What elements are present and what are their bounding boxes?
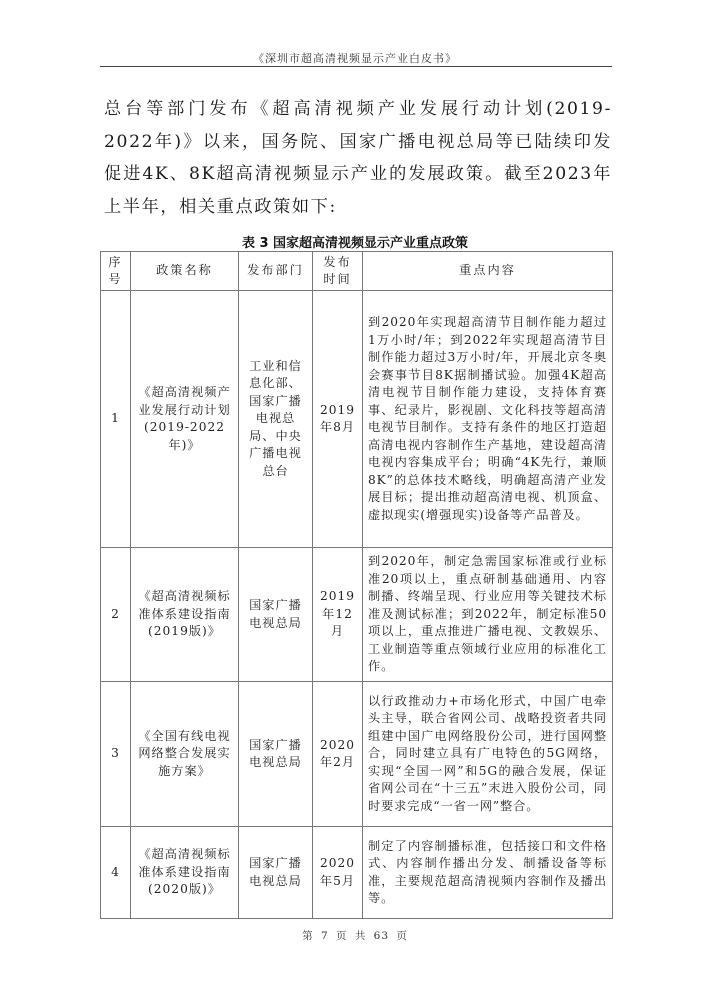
table-row — [101, 682, 613, 827]
table-row — [101, 548, 613, 682]
policy-table — [100, 251, 613, 919]
header-department: 发布部门 — [239, 252, 313, 291]
cell-key-content: 以行政推动力+市场化形式，中国广电牵头主导，联合省网公司、战略投资者共同组建中国广电网络股份公司，进行国网整合，同时建立具有广电特色的5G网络，实现“全国一网”和5G的融合发展，保证省网公司在“十三五”末进入股份公司，同时要求完成“一省一网”整合。 — [363, 682, 613, 827]
table-header-row — [101, 252, 613, 291]
cell-release-time: 2020年5月 — [313, 827, 363, 919]
cell-department: 国家广播电视总局 — [239, 682, 313, 827]
cell-policy-name: 《全国有线电视网络整合发展实施方案》 — [131, 682, 239, 827]
cell-department: 国家广播电视总局 — [239, 548, 313, 682]
cell-release-time: 2019年8月 — [313, 291, 363, 548]
body-paragraph: 总台等部门发布《超高清视频产业发展行动计划(2019-2022年)》以来，国务院、国家广播电视总局等已陆续印发促进4K、8K超高清视频显示产业的发展政策。截至2023年上半年，相关重点政策如下: — [104, 99, 612, 217]
header-release-time: 发布时间 — [313, 252, 363, 291]
table-row — [101, 827, 613, 919]
cell-seq: 1 — [101, 291, 131, 548]
cell-policy-name: 《超高清视频标准体系建设指南(2020版)》 — [131, 827, 239, 919]
cell-department: 国家广播电视总局 — [239, 827, 313, 919]
document-header-title: 《深圳市超高清视频显示产业白皮书》 — [253, 52, 457, 65]
cell-policy-name: 《超高清视频标准体系建设指南(2019版)》 — [131, 548, 239, 682]
cell-key-content: 到2020年实现超高清节目制作能力超过1万小时/年；到2022年实现超高清节目制作能力超过3万小时/年，开展北京冬奥会赛事节目8K据制播试验。加强4K超高清电视节目制作能力建设，支持体育赛事、纪录片，影视剧、文化科技等超高清电视节目制作。支持有条件的地区打造超高清电视内容制作生产基地，建设超高清电视内容集成平台；明确“4K先行，兼顺8K”的总体技术略线，明确超高清产业发展目标；提出推动超高清电视、机顶盒、虚拟现实(增强现实)设备等产品普及。 — [363, 291, 613, 548]
cell-seq: 3 — [101, 682, 131, 827]
header-policy-name: 政策名称 — [131, 252, 239, 291]
page-number-footer: 第 7 页 共 63 页 — [302, 930, 408, 942]
cell-key-content: 到2020年，制定急需国家标准或行业标准20项以上，重点研制基础通用、内容制播、终端呈现、行业应用等关键技术标准及测试标准；到2022年，制定标准50项以上，重点推进广播电视、文教娱乐、工业制造等重点领域行业应用的标准化工作。 — [363, 548, 613, 682]
cell-seq: 4 — [101, 827, 131, 919]
header-key-content: 重点内容 — [363, 252, 613, 291]
cell-key-content: 制定了内容制播标准，包括接口和文件格式、内容制作播出分发、制播设备等标准，主要规范超高清视频内容制作及播出等。 — [363, 827, 613, 919]
cell-policy-name: 《超高清视频产业发展行动计划(2019-2022年)》 — [131, 291, 239, 548]
cell-release-time: 2020年2月 — [313, 682, 363, 827]
cell-release-time: 2019年12月 — [313, 548, 363, 682]
header-divider — [100, 66, 612, 67]
table-caption: 表 3 国家超高清视频显示产业重点政策 — [241, 236, 469, 251]
cell-department: 工业和信息化部、国家广播电视总局、中央广播电视总台 — [239, 291, 313, 548]
cell-seq: 2 — [101, 548, 131, 682]
header-seq: 序号 — [101, 252, 131, 291]
table-row — [101, 291, 613, 548]
